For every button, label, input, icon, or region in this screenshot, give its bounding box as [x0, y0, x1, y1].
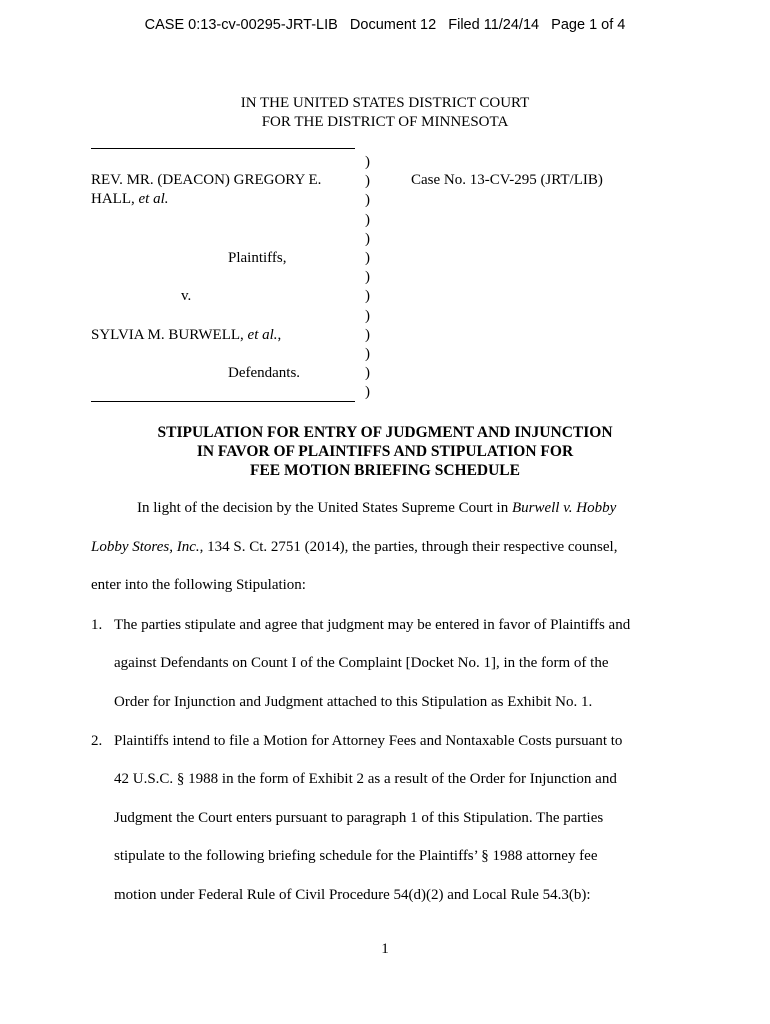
caption-paren: ): [365, 230, 370, 247]
intro-line2-text: , 134 S. Ct. 2751 (2014), the parties, through their respective counsel,: [199, 539, 618, 555]
plaintiffs-label: Plaintiffs,: [228, 250, 287, 266]
caption-bottom-rule: [91, 401, 355, 402]
plaintiff-et-al: et al.: [138, 191, 169, 207]
item-number: 2.: [91, 733, 103, 749]
caption-paren: ): [365, 346, 370, 363]
item-1-line: Order for Injunction and Judgment attached to this Stipulation as Exhibit No. 1.: [114, 694, 593, 710]
caption-paren: ): [365, 288, 370, 305]
document-title-line1: STIPULATION FOR ENTRY OF JUDGMENT AND INJUNCTION: [157, 424, 613, 441]
caption-paren: ): [365, 154, 370, 170]
plaintiff-name-line2: [91, 191, 169, 208]
case-number: Case No. 13-CV-295 (JRT/LIB): [411, 172, 603, 188]
defendant-name: [91, 327, 281, 344]
item-1-line: against Defendants on Count I of the Complaint [Docket No. 1], in the form of the: [114, 655, 609, 671]
caption-paren: ): [365, 365, 370, 382]
item-2-line: Plaintiffs intend to file a Motion for Attorney Fees and Nontaxable Costs pursuant to: [114, 733, 623, 749]
item-2-line: Judgment the Court enters pursuant to paragraph 1 of this Stipulation. The parties: [114, 810, 604, 826]
item-2-line: stipulate to the following briefing schedule for the Plaintiffs’ § 1988 attorney fee: [114, 848, 598, 864]
document-title-line3: FEE MOTION BRIEFING SCHEDULE: [249, 462, 520, 479]
caption-paren: ): [365, 326, 370, 343]
page-number: 1: [381, 941, 389, 957]
header-filed: Filed 11/24/14: [448, 17, 540, 33]
ecf-header: [0, 17, 770, 33]
versus-label: v.: [181, 288, 192, 304]
court-district: FOR THE DISTRICT OF MINNESOTA: [261, 114, 509, 130]
caption-paren: ): [365, 192, 370, 209]
intro-line3: enter into the following Stipulation:: [91, 577, 306, 593]
header-document: Document 12: [349, 17, 437, 33]
header-page: Page 1 of 4: [551, 17, 626, 33]
defendant-et-al: et al.: [247, 327, 278, 343]
court-name: IN THE UNITED STATES DISTRICT COURT: [240, 95, 530, 111]
intro-line1: [137, 500, 616, 517]
intro-line2: [91, 539, 617, 556]
item-1-line: The parties stipulate and agree that judgment may be entered in favor of Plaintiffs and: [114, 617, 631, 633]
header-case-number: CASE 0:13-cv-00295-JRT-LIB: [144, 17, 338, 33]
case-citation-name-cont: Lobby Stores, Inc.: [91, 539, 200, 555]
caption-paren: ): [365, 384, 370, 401]
caption-paren: ): [365, 173, 370, 190]
caption-paren: ): [365, 211, 370, 228]
caption-top-rule: [91, 148, 355, 149]
intro-line1-text: In light of the decision by the United States Supreme Court in: [137, 500, 512, 516]
caption-paren: ): [365, 307, 370, 324]
defendant-name-burwell: SYLVIA M. BURWELL,: [91, 327, 248, 343]
item-2-line: motion under Federal Rule of Civil Procedure 54(d)(2) and Local Rule 54.3(b):: [114, 887, 591, 903]
plaintiff-name-hall: HALL,: [91, 191, 139, 207]
caption-paren: ): [365, 269, 370, 286]
defendant-name-comma: ,: [277, 327, 282, 343]
defendants-label: Defendants.: [228, 365, 301, 381]
item-2-line: 42 U.S.C. § 1988 in the form of Exhibit 2 as a result of the Order for Injunction and: [114, 771, 617, 787]
document-title-line2: IN FAVOR OF PLAINTIFFS AND STIPULATION FOR: [196, 443, 574, 460]
plaintiff-name-line1: REV. MR. (DEACON) GREGORY E.: [91, 172, 322, 188]
caption-paren-column: [365, 153, 370, 403]
case-citation-name: Burwell v. Hobby: [511, 500, 617, 516]
item-number: 1.: [91, 617, 103, 633]
caption-paren: ): [365, 250, 370, 267]
